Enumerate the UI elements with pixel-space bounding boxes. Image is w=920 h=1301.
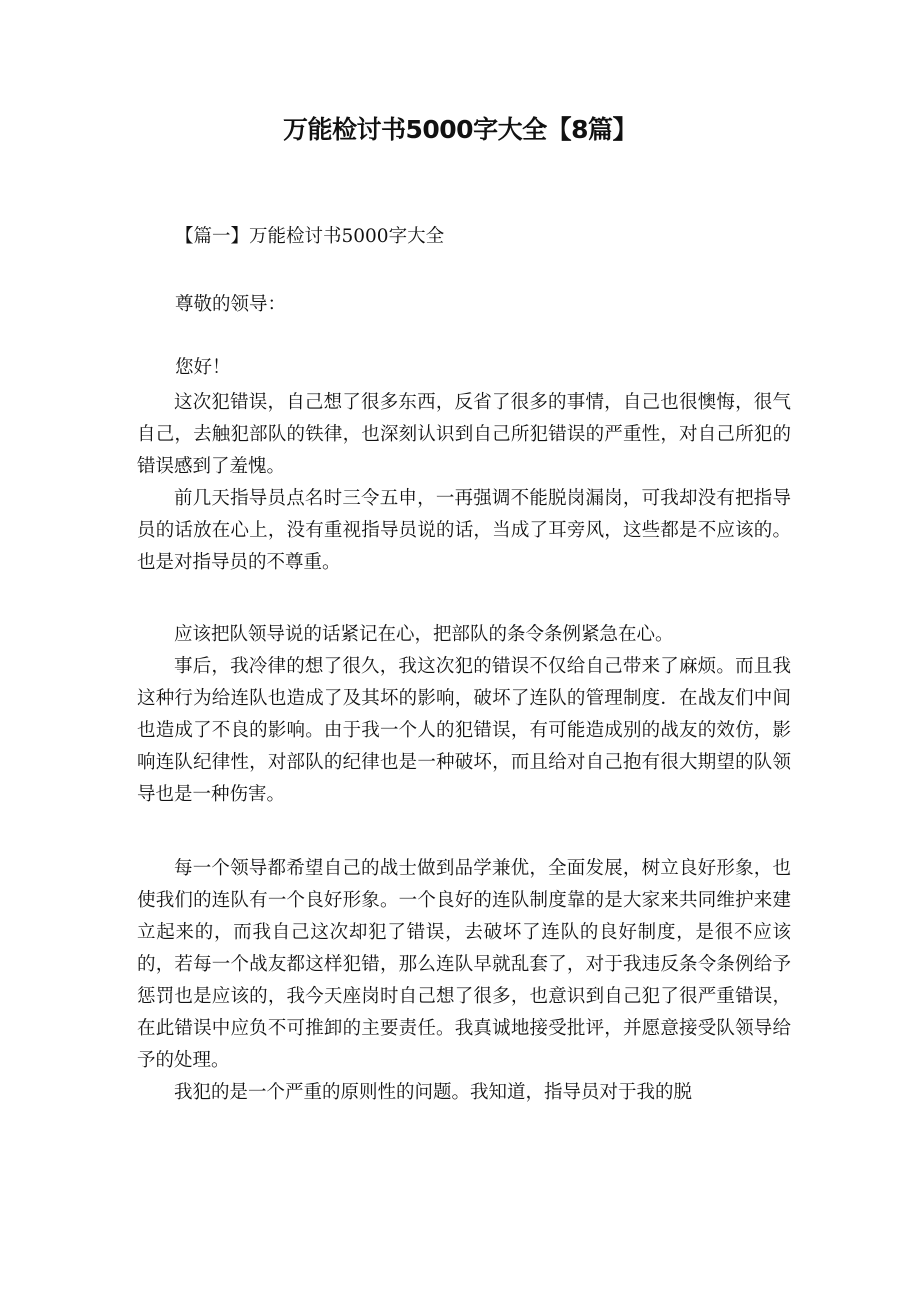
paragraph: 我犯的是一个严重的原则性的问题。我知道，指导员对于我的脱 [174, 1082, 693, 1103]
salutation: 尊敬的领导： [175, 294, 287, 315]
paragraph: 每一个领导都希望自己的战士做到品学兼优，全面发展，树立良好形象，也使我们的连队有一个良好形象。一个良好的连队制度靠的是大家来共同维护来建立起来的，而我自己这次却犯了错误，去破坏了连队的良好制度，是很不应该的，若每一个战友都这样犯错，那么连队早就乱套了，对于我违反条令条例给予惩罚也是应该的，我今天座岗时自己想了很多，也意识到自己犯了很严重错误，在此错误中应负不可推卸的主要责任。我真诚地接受批评，并愿意接受队领导给予的处理。 [137, 858, 791, 1071]
paragraph: 应该把队领导说的话紧记在心，把部队的条令条例紧急在心。 [174, 624, 674, 645]
paragraph: 前几天指导员点名时三令五申，一再强调不能脱岗漏岗，可我却没有把指导员的话放在心上，没有重视指导员说的话，当成了耳旁风，这些都是不应该的。也是对指导员的不尊重。 [137, 488, 791, 573]
document-title: 万能检讨书5000字大全【8篇】 [283, 115, 637, 144]
section-heading: 【篇一】万能检讨书5000字大全 [175, 226, 445, 247]
paragraph-block-3 [137, 853, 791, 1109]
paragraph: 事后，我冷律的想了很久，我这次犯的错误不仅给自己带来了麻烦。而且我这种行为给连队也造成了及其坏的影响，破坏了连队的管理制度．在战友们中间也造成了不良的影响。由于我一个人的犯错误，有可能造成别的战友的效仿，影响连队纪律性，对部队的纪律也是一种破坏，而且给对自己抱有很大期望的队领导也是一种伤害。 [137, 656, 791, 805]
paragraph-block-2 [137, 619, 791, 811]
greeting: 您好！ [175, 357, 231, 378]
paragraph: 这次犯错误，自己想了很多东西，反省了很多的事情，自己也很懊悔，很气自己，去触犯部队的铁律，也深刻认识到自己所犯错误的严重性，对自己所犯的错误感到了羞愧。 [137, 392, 791, 477]
paragraph-block-1 [137, 387, 791, 579]
